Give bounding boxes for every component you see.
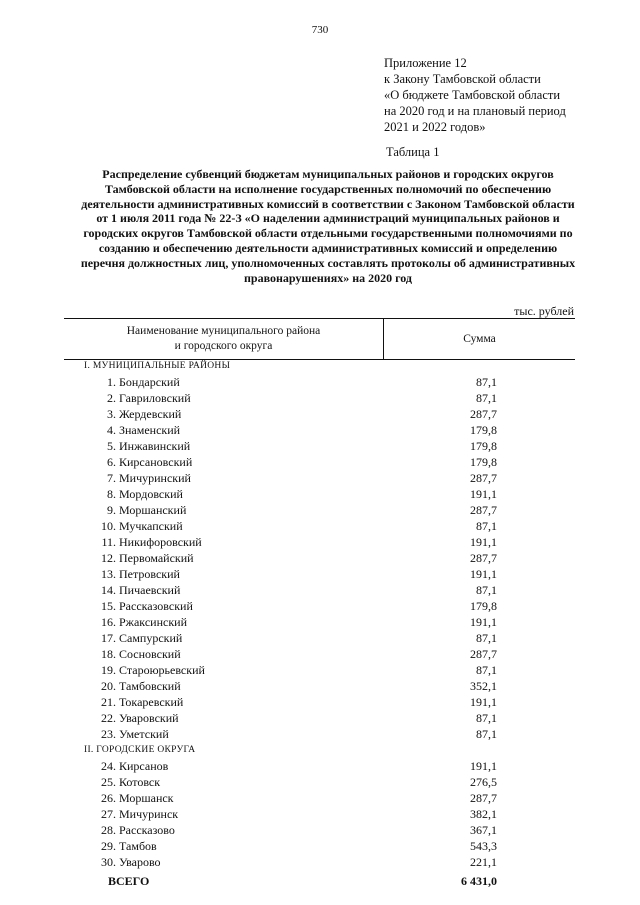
table-row: [64, 838, 575, 854]
table-row: [64, 646, 575, 662]
row-number: 11.: [101, 535, 116, 549]
column-header-name: [64, 319, 384, 359]
row-number: 8.: [107, 487, 116, 501]
row-value: 191,1: [470, 759, 497, 773]
row-name: Мучкапский: [119, 519, 183, 533]
row-number: 19.: [101, 663, 116, 677]
row-value: 87,1: [476, 631, 497, 645]
row-name: Токаревский: [119, 695, 184, 709]
table-row: [64, 790, 575, 806]
row-number: 5.: [107, 439, 116, 453]
row-value: 87,1: [476, 583, 497, 597]
section-heading-text: II. ГОРОДСКИЕ ОКРУГА: [84, 745, 196, 755]
row-value: 382,1: [470, 807, 497, 821]
table-row: [64, 454, 575, 470]
row-value: 352,1: [470, 679, 497, 693]
row-number: 29.: [101, 839, 116, 853]
row-name: Инжавинский: [119, 439, 191, 453]
table-row: [64, 710, 575, 726]
table-row: [64, 582, 575, 598]
row-name: Сосновский: [119, 647, 181, 661]
row-value: 87,1: [476, 727, 497, 741]
table-row: [64, 774, 575, 790]
row-number: 13.: [101, 567, 116, 581]
table-row: [64, 806, 575, 822]
row-number: 9.: [107, 503, 116, 517]
row-value: 87,1: [476, 391, 497, 405]
table-row: [64, 614, 575, 630]
row-value: 276,5: [470, 775, 497, 789]
section-heading: [64, 742, 575, 758]
row-name: Гавриловский: [119, 391, 191, 405]
row-value: 191,1: [470, 487, 497, 501]
row-number: 28.: [101, 823, 116, 837]
appendix-line: на 2020 год и на плановый период: [384, 104, 566, 118]
row-value: 543,3: [470, 839, 497, 853]
row-number: 17.: [101, 631, 116, 645]
table-row: [64, 678, 575, 694]
row-name: Бондарский: [119, 375, 180, 389]
row-number: 6.: [107, 455, 116, 469]
row-value: 287,7: [470, 471, 497, 485]
table-row: [64, 502, 575, 518]
row-number: 18.: [101, 647, 116, 661]
row-name: Кирсановский: [119, 455, 193, 469]
column-header-name-line: и городского округа: [174, 340, 273, 352]
row-number: 12.: [101, 551, 116, 565]
row-value: 87,1: [476, 519, 497, 533]
row-value: 191,1: [470, 567, 497, 581]
table-row: [64, 390, 575, 406]
row-name: Знаменский: [119, 423, 181, 437]
table-row: [64, 374, 575, 390]
row-value: 191,1: [470, 695, 497, 709]
row-value: 191,1: [470, 615, 497, 629]
table-row: [64, 598, 575, 614]
row-name: Моршанский: [119, 503, 187, 517]
row-number: 23.: [101, 727, 116, 741]
row-number: 1.: [107, 375, 116, 389]
total-label: ВСЕГО: [108, 874, 150, 888]
row-value: 367,1: [470, 823, 497, 837]
row-name: Тамбовский: [119, 679, 181, 693]
row-value: 287,7: [470, 791, 497, 805]
section-heading: [64, 358, 575, 374]
section-heading-text: I. МУНИЦИПАЛЬНЫЕ РАЙОНЫ: [84, 361, 231, 371]
row-name: Мичуринск: [119, 807, 179, 821]
row-name: Мордовский: [119, 487, 183, 501]
row-number: 26.: [101, 791, 116, 805]
page-number: 730: [311, 24, 329, 36]
appendix-line: Приложение 12: [384, 56, 467, 70]
appendix-line: «О бюджете Тамбовской области: [384, 88, 561, 102]
units-label: тыс. рублей: [514, 304, 574, 318]
row-name: Уваровский: [119, 711, 179, 725]
row-number: 24.: [101, 759, 116, 773]
table-row: [64, 662, 575, 678]
row-name: Рассказово: [119, 823, 175, 837]
row-name: Уварово: [119, 855, 161, 869]
row-value: 87,1: [476, 375, 497, 389]
row-value: 191,1: [470, 535, 497, 549]
row-value: 179,8: [470, 599, 497, 613]
row-value: 287,7: [470, 503, 497, 517]
row-number: 2.: [107, 391, 116, 405]
table-row: [64, 470, 575, 486]
table-row: [64, 854, 575, 870]
row-value: 179,8: [470, 439, 497, 453]
row-value: 87,1: [476, 663, 497, 677]
row-number: 3.: [107, 407, 116, 421]
table-row: [64, 486, 575, 502]
row-name: Ржаксинский: [119, 615, 187, 629]
row-value: 221,1: [470, 855, 497, 869]
row-name: Петровский: [119, 567, 180, 581]
row-value: 287,7: [470, 407, 497, 421]
table-row: [64, 566, 575, 582]
row-name: Пичаевский: [119, 583, 181, 597]
row-value: 179,8: [470, 423, 497, 437]
row-name: Первомайский: [119, 551, 194, 565]
row-name: Никифоровский: [119, 535, 202, 549]
table-label: Таблица 1: [386, 145, 440, 159]
row-name: Моршанск: [119, 791, 174, 805]
row-number: 25.: [101, 775, 116, 789]
row-number: 22.: [101, 711, 116, 725]
row-name: Уметский: [119, 727, 169, 741]
row-name: Мичуринский: [119, 471, 191, 485]
table-row: [64, 534, 575, 550]
row-value: 287,7: [470, 647, 497, 661]
column-header-name-line: Наименование муниципального района: [126, 325, 321, 337]
row-number: 4.: [107, 423, 116, 437]
table-row: [64, 758, 575, 774]
row-number: 14.: [101, 583, 116, 597]
row-number: 7.: [107, 471, 116, 485]
table-row: [64, 630, 575, 646]
row-number: 16.: [101, 615, 116, 629]
table-row: [64, 822, 575, 838]
appendix-line: 2021 и 2022 годов»: [384, 120, 486, 134]
table-row: [64, 406, 575, 422]
table-row: [64, 694, 575, 710]
row-number: 15.: [101, 599, 116, 613]
total-value: 6 431,0: [461, 874, 497, 888]
row-number: 27.: [101, 807, 116, 821]
row-name: Рассказовский: [119, 599, 193, 613]
row-number: 10.: [101, 519, 116, 533]
row-name: Староюрьевский: [119, 663, 205, 677]
row-name: Жердевский: [119, 407, 182, 421]
total-row: [64, 873, 575, 889]
row-name: Котовск: [119, 775, 161, 789]
appendix-block: [384, 55, 566, 135]
row-value: 87,1: [476, 711, 497, 725]
table-row: [64, 518, 575, 534]
document-title: Распределение субвенций бюджетам муниципальных районов и городских округов Тамбовской области на исполнение государственных полномочий по обеспечению деятельности административных комиссий в соответствии с Законом Тамбовской области от 1 июля 2011 года № 22-З «О наделении администраций муниципальных районов и городских округов Тамбовской области отдельными государственными полномочиями по созданию и обеспечению деятельности административных комиссий и определению перечня должностных лиц, уполномоченных составлять протоколы об административных правонарушениях» на 2020 год: [80, 167, 576, 285]
table-row: [64, 438, 575, 454]
appendix-line: к Закону Тамбовской области: [384, 72, 541, 86]
table-body: [64, 358, 575, 889]
column-header-sum: Сумма: [463, 333, 496, 345]
table-row: [64, 550, 575, 566]
row-number: 30.: [101, 855, 116, 869]
row-value: 179,8: [470, 455, 497, 469]
table-header: [64, 318, 575, 360]
row-number: 21.: [101, 695, 116, 709]
table-row: [64, 726, 575, 742]
row-name: Кирсанов: [119, 759, 169, 773]
row-value: 287,7: [470, 551, 497, 565]
row-name: Сампурский: [119, 631, 183, 645]
row-name: Тамбов: [119, 839, 157, 853]
row-number: 20.: [101, 679, 116, 693]
table-row: [64, 422, 575, 438]
